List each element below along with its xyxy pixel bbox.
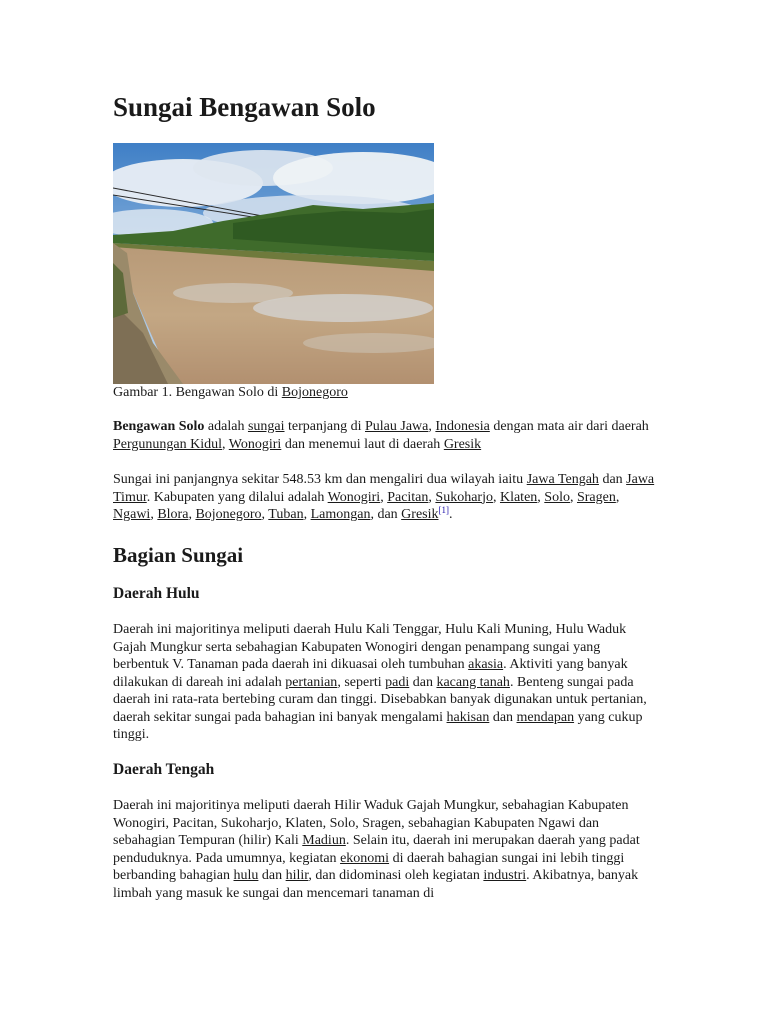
page-title: Sungai Bengawan Solo xyxy=(113,92,376,122)
link-madiun[interactable]: Madiun xyxy=(302,833,346,848)
text: . Kabupaten yang dilalui adalah xyxy=(146,489,328,505)
link-pergunungan-kidul[interactable]: Pergunungan Kidul xyxy=(113,436,223,452)
term-bengawan-solo: Bengawan Solo xyxy=(113,419,205,434)
caption-text: Gambar 1. Bengawan Solo di xyxy=(113,385,282,400)
text: , xyxy=(303,507,311,522)
link-mendapan[interactable]: mendapan xyxy=(516,709,575,725)
link-pertanian[interactable]: pertanian xyxy=(285,674,338,690)
text: di daerah bahagian sungai ini lebih tinggi berbanding bahagian xyxy=(113,850,625,883)
subsection-heading-hulu: Daerah Hulu xyxy=(113,585,200,602)
text: dan xyxy=(489,709,517,725)
link-sukoharjo[interactable]: Sukoharjo xyxy=(435,489,493,505)
text: , dan didominasi oleh kegiatan xyxy=(308,868,484,883)
text: . Selain itu, daerah ini merupakan daerah yang padat penduduknya. Pada umumnya, kegiatan xyxy=(113,833,640,866)
intro-paragraph xyxy=(113,418,658,453)
text: , xyxy=(537,489,545,505)
link-klaten[interactable]: Klaten xyxy=(499,489,538,505)
text: dan xyxy=(258,868,286,883)
link-hakisan[interactable]: hakisan xyxy=(446,709,490,725)
text: adalah xyxy=(204,419,248,434)
link-kacang-tanah[interactable]: kacang tanah xyxy=(436,674,510,690)
text: , xyxy=(569,489,577,505)
text: terpanjang di xyxy=(284,419,365,434)
text: dan xyxy=(409,674,437,690)
text: Sungai ini panjangnya sekitar 548.53 km dan mengaliri dua wilayah iaitu xyxy=(113,472,527,487)
photo-caption xyxy=(113,385,348,401)
text: . Benteng sungai pada daerah ini rata-rata bertebing curam dan tinggi. Disebabkan banyak digunakan untuk pertanian, daerah sekitar sungai pada bahagian ini banyak mengalami xyxy=(113,674,647,725)
text: dan xyxy=(598,472,627,487)
text: yang cukup tinggi. xyxy=(113,709,643,742)
link-hulu[interactable]: hulu xyxy=(233,868,259,883)
link-wonogiri[interactable]: Wonogiri xyxy=(327,489,381,505)
link-jawa-timur[interactable]: Jawa Timur xyxy=(113,472,655,505)
text: . xyxy=(449,507,453,522)
link-ngawi[interactable]: Ngawi xyxy=(113,507,151,522)
link-akasia[interactable]: akasia xyxy=(468,657,504,672)
link-sungai[interactable]: sungai xyxy=(247,419,285,434)
text: , xyxy=(428,419,436,434)
link-tuban[interactable]: Tuban xyxy=(268,507,304,522)
text: , xyxy=(615,489,620,505)
link-pulau-jawa[interactable]: Pulau Jawa xyxy=(365,419,429,434)
subsection-heading-tengah: Daerah Tengah xyxy=(113,761,215,778)
link-lamongan[interactable]: Lamongan xyxy=(310,507,371,522)
text: Daerah ini majoritinya meliputi daerah Hilir Waduk Gajah Mungkur, sebahagian Kabupaten Wonogiri, Pacitan, Sukoharjo, Klaten, Solo, Sragen, sebahagian Kabupaten Ngawi dan sebahagian Tempuran (hilir) Kali xyxy=(113,798,629,848)
text: dengan mata air dari daerah xyxy=(489,419,649,434)
text: , xyxy=(492,489,500,505)
text: , xyxy=(188,507,196,522)
link-bojonegoro[interactable]: Bojonegoro xyxy=(195,507,262,522)
link-bojonegoro[interactable]: Bojonegoro xyxy=(281,385,348,400)
text: , seperti xyxy=(337,674,386,690)
text: dan menemui laut di daerah xyxy=(281,436,444,452)
length-paragraph xyxy=(113,471,658,524)
text: , dan xyxy=(370,507,402,522)
link-hilir[interactable]: hilir xyxy=(285,868,309,883)
river-photo xyxy=(113,143,434,384)
link-blora[interactable]: Blora xyxy=(157,507,189,522)
link-ekonomi[interactable]: ekonomi xyxy=(340,850,390,866)
link-sragen[interactable]: Sragen xyxy=(576,489,616,505)
reference-link[interactable]: [1] xyxy=(438,505,449,515)
text: , xyxy=(261,507,269,522)
link-gresik[interactable]: Gresik xyxy=(401,507,439,522)
text: , xyxy=(150,507,158,522)
link-pacitan[interactable]: Pacitan xyxy=(387,489,429,505)
text: , xyxy=(380,489,388,505)
text: , xyxy=(222,436,229,452)
section-heading: Bagian Sungai xyxy=(113,543,244,567)
text: , xyxy=(428,489,436,505)
link-wonogiri[interactable]: Wonogiri xyxy=(228,436,282,452)
text: . Akibatnya, banyak limbah yang masuk ke sungai dan mencemari tanaman di xyxy=(113,868,639,901)
link-padi[interactable]: padi xyxy=(385,674,410,690)
hulu-paragraph xyxy=(113,621,658,744)
text: . Aktiviti yang banyak dilakukan di dareah ini adalah xyxy=(113,657,628,690)
link-industri[interactable]: industri xyxy=(483,868,527,883)
link-gresik[interactable]: Gresik xyxy=(443,436,482,452)
link-jawa-tengah[interactable]: Jawa Tengah xyxy=(526,472,599,487)
text: Daerah ini majoritinya meliputi daerah Hulu Kali Tenggar, Hulu Kali Muning, Hulu Waduk Gajah Mungkur serta sebahagian Kabupaten Wonogiri dengan penampang sungai yang berbentuk V. Tanaman pada daerah ini dikuasai oleh tumbuhan xyxy=(113,622,627,672)
tengah-paragraph xyxy=(113,797,658,902)
link-indonesia[interactable]: Indonesia xyxy=(435,419,490,434)
link-solo[interactable]: Solo xyxy=(544,489,570,505)
